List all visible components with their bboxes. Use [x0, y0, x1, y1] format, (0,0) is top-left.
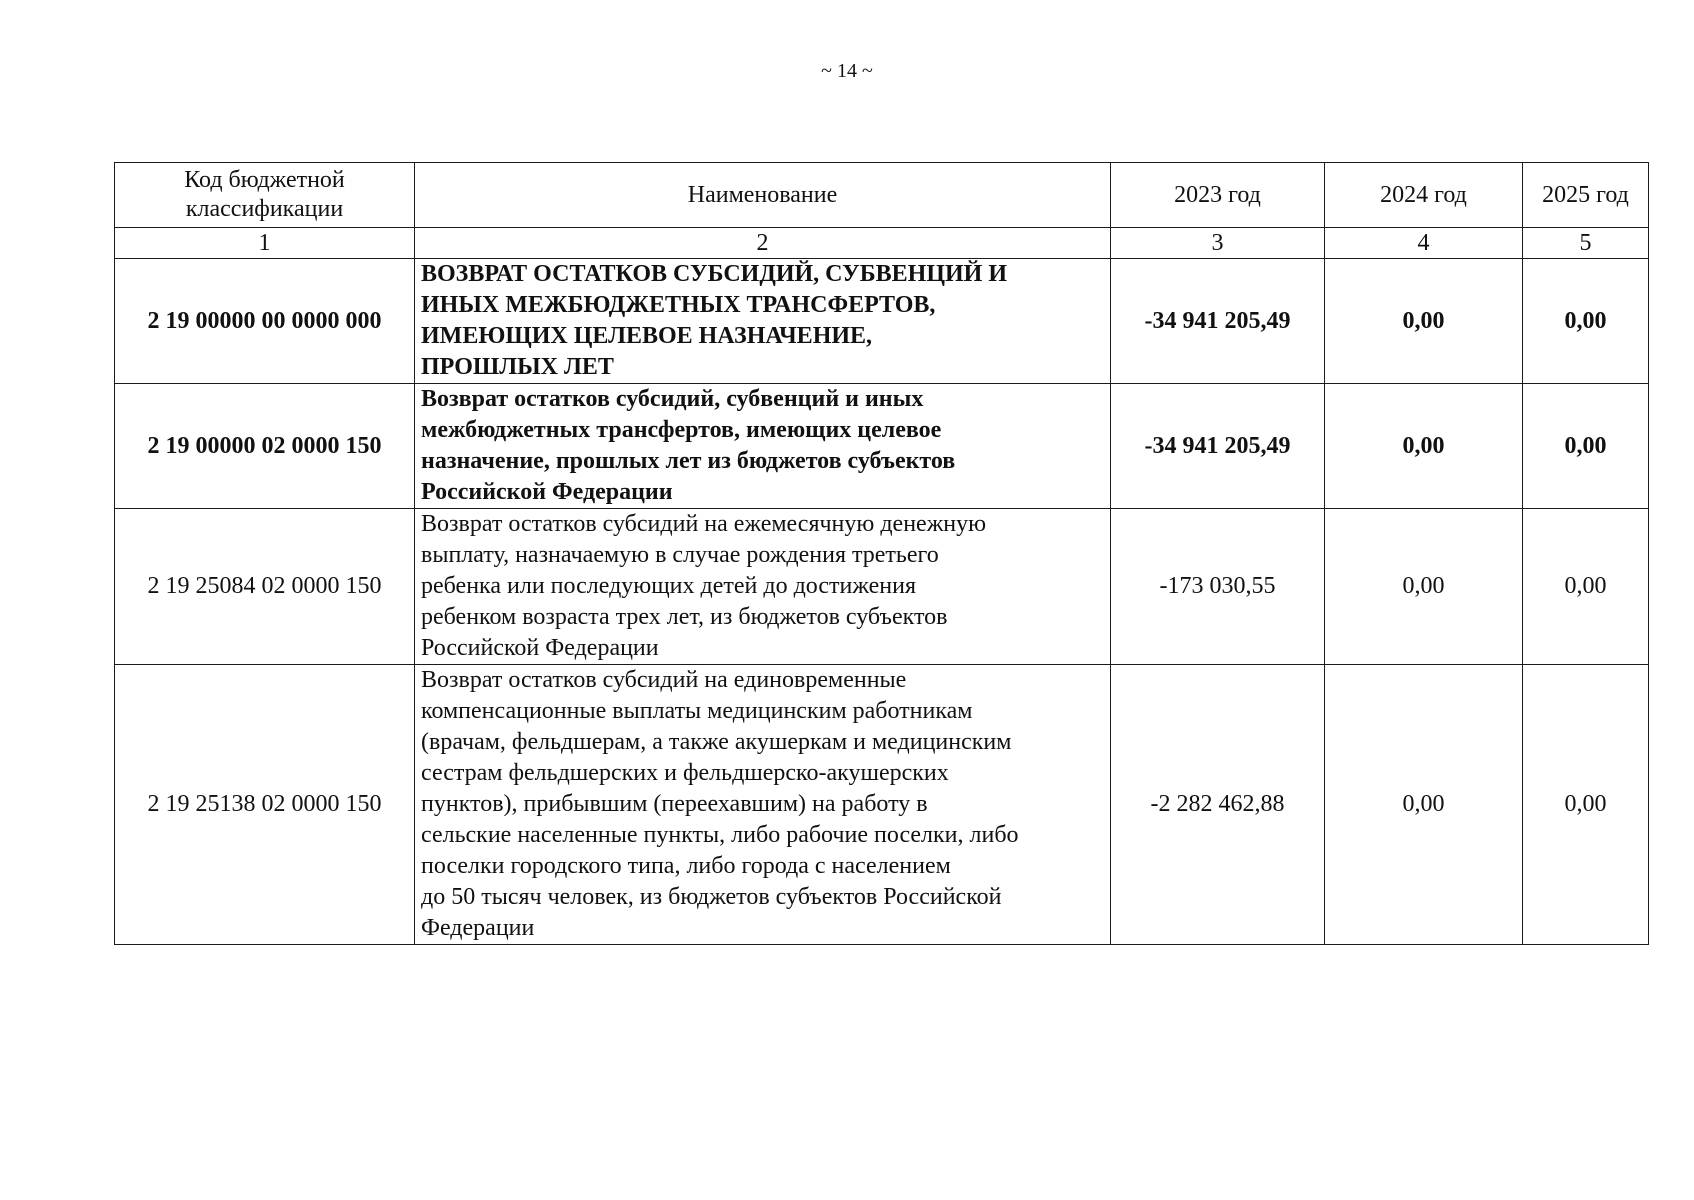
budget-code-cell: 2 19 00000 00 0000 000: [115, 259, 415, 384]
page-number: ~ 14 ~: [821, 60, 873, 82]
amount-2025-cell: 0,00: [1523, 384, 1649, 509]
budget-code-cell: 2 19 25138 02 0000 150: [115, 665, 415, 945]
column-number: 5: [1523, 228, 1649, 259]
header-code: Код бюджетной классификации: [115, 163, 415, 228]
amount-2025-cell: 0,00: [1523, 509, 1649, 665]
name-cell: [415, 259, 1111, 384]
budget-table: [114, 162, 1649, 945]
header-name: Наименование: [415, 163, 1111, 228]
amount-2024-cell: 0,00: [1325, 509, 1523, 665]
table-header-row: [115, 163, 1649, 228]
column-number-row: [115, 228, 1649, 259]
table-row: [115, 384, 1649, 509]
column-number: 4: [1325, 228, 1523, 259]
name-text: Возврат остатков субсидий на единовременные компенсационные выплаты медицинским работникам (врачам, фельдшерам, а также акушеркам и медицинским сестрам фельдшерских и фельдшерско-акушерских пунктов), прибывшим (переехавшим) на работу в сельские населенные пункты, либо рабочие поселки, либо поселки городского типа, либо города с населением до 50 тысяч человек, из бюджетов субъектов Российской Федерации: [421, 667, 1019, 941]
header-2025: 2025 год: [1523, 163, 1649, 228]
budget-code-cell: 2 19 00000 02 0000 150: [115, 384, 415, 509]
name-cell: [415, 509, 1111, 665]
name-text: ВОЗВРАТ ОСТАТКОВ СУБСИДИЙ, СУБВЕНЦИЙ И ИНЫХ МЕЖБЮДЖЕТНЫХ ТРАНСФЕРТОВ, ИМЕЮЩИХ ЦЕЛЕВОЕ НАЗНАЧЕНИЕ, ПРОШЛЫХ ЛЕТ: [421, 261, 1008, 380]
column-number: 2: [415, 228, 1111, 259]
amount-2024-cell: 0,00: [1325, 259, 1523, 384]
name-text: Возврат остатков субсидий на ежемесячную денежную выплату, назначаемую в случае рождения третьего ребенка или последующих детей до достижения ребенком возраста трех лет, из бюджетов субъектов Российской Федерации: [421, 511, 987, 661]
amount-2023-cell: -34 941 205,49: [1111, 259, 1325, 384]
amount-2025-cell: 0,00: [1523, 259, 1649, 384]
name-text: Возврат остатков субсидий, субвенций и иных межбюджетных трансфертов, имеющих целевое назначение, прошлых лет из бюджетов субъектов Российской Федерации: [421, 386, 956, 505]
header-2023: 2023 год: [1111, 163, 1325, 228]
amount-2023-cell: -173 030,55: [1111, 509, 1325, 665]
name-cell: [415, 384, 1111, 509]
column-number: 1: [115, 228, 415, 259]
budget-code-cell: 2 19 25084 02 0000 150: [115, 509, 415, 665]
amount-2024-cell: 0,00: [1325, 384, 1523, 509]
header-2024: 2024 год: [1325, 163, 1523, 228]
amount-2023-cell: -2 282 462,88: [1111, 665, 1325, 945]
amount-2025-cell: 0,00: [1523, 665, 1649, 945]
name-cell: [415, 665, 1111, 945]
table-row: [115, 509, 1649, 665]
amount-2023-cell: -34 941 205,49: [1111, 384, 1325, 509]
amount-2024-cell: 0,00: [1325, 665, 1523, 945]
table-row: [115, 259, 1649, 384]
table-row: [115, 665, 1649, 945]
column-number: 3: [1111, 228, 1325, 259]
